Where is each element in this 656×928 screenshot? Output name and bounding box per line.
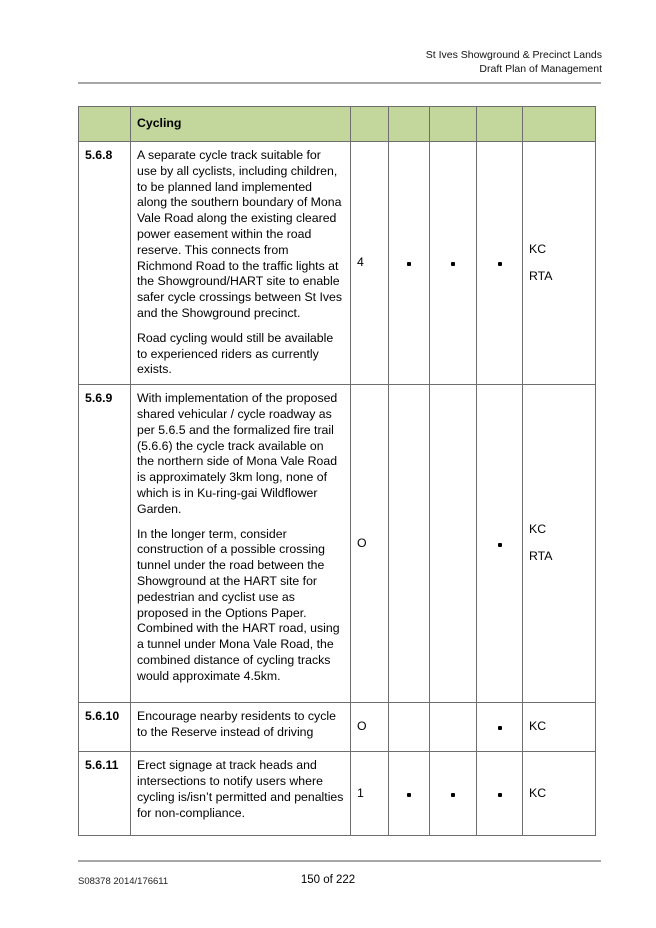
bullet-marker <box>407 262 411 266</box>
bullet-marker <box>498 726 502 730</box>
description-paragraph: Road cycling would still be available to experienced riders as currently exists. <box>137 330 334 377</box>
bullet-cell-a <box>389 752 430 836</box>
bullet-cell-a <box>389 703 430 752</box>
responsible-party: KC <box>529 785 547 800</box>
responsible-party: RTA <box>529 549 553 564</box>
description-paragraph: Erect signage at track heads and intersections to notify users where cycling is/isn’t permitted and penalties for non-compliance. <box>137 758 344 820</box>
responsible-cell <box>523 142 596 385</box>
bullet-cell-b <box>430 752 477 836</box>
action-id: 5.6.8 <box>79 142 131 385</box>
bullet-cell-c <box>477 385 523 703</box>
description-paragraph: With implementation of the proposed shared vehicular / cycle roadway as per 5.6.5 and the formalized fire trail (5.6.6) the cycle track available on the northern side of Mona Vale Road is approximately 3km long, none of which is in Ku-ring-gai Wildflower Garden. <box>137 391 338 516</box>
heading-cell-responsible <box>523 107 596 142</box>
document-reference: S08378 2014/176611 <box>78 876 169 887</box>
section-heading-row <box>79 107 596 142</box>
description-paragraph: In the longer term, consider construction of a possible crossing tunnel under the road between the Showground at the HART site for pedestrian and cyclist use as proposed in the Options Paper. Combined with the HART road, using a tunnel under Mona Vale Road, the combined distance of cycling tracks would approximate 4.5km. <box>137 526 340 683</box>
responsible-party: KC <box>529 241 547 256</box>
heading-cell-c <box>477 107 523 142</box>
responsible-party: RTA <box>529 268 553 283</box>
section-heading: Cycling <box>131 107 351 142</box>
heading-cell-priority <box>351 107 389 142</box>
table-row <box>79 385 596 703</box>
bullet-cell-c <box>477 142 523 385</box>
document-header <box>426 48 602 76</box>
footer-divider <box>78 860 601 862</box>
action-description <box>131 752 351 836</box>
description-paragraph: A separate cycle track suitable for use by all cyclists, including children, to be planned land implemented along the southern boundary of Mona Vale Road along the existing cleared power easement within the road reserve. This connects from Richmond Road to the traffic lights at the Showground/HART site to enable safer cycle crossings between St Ives and the Showground precinct. <box>137 148 343 320</box>
action-id: 5.6.10 <box>79 703 131 752</box>
bullet-cell-a <box>389 385 430 703</box>
bullet-cell-c <box>477 752 523 836</box>
priority-cell: O <box>351 703 389 752</box>
action-id: 5.6.11 <box>79 752 131 836</box>
table-row <box>79 703 596 752</box>
bullet-marker <box>451 793 455 797</box>
responsible-party: KC <box>529 522 547 537</box>
priority-cell: 1 <box>351 752 389 836</box>
bullet-cell-b <box>430 142 477 385</box>
bullet-marker <box>451 262 455 266</box>
action-id: 5.6.9 <box>79 385 131 703</box>
heading-cell-a <box>389 107 430 142</box>
management-actions-table <box>78 106 596 836</box>
heading-cell-id <box>79 107 131 142</box>
bullet-cell-b <box>430 703 477 752</box>
priority-cell: 4 <box>351 142 389 385</box>
bullet-cell-b <box>430 385 477 703</box>
action-description <box>131 385 351 703</box>
bullet-marker <box>498 543 502 547</box>
responsible-cell <box>523 752 596 836</box>
description-paragraph: Encourage nearby residents to cycle to the Reserve instead of driving <box>137 709 336 739</box>
table-row <box>79 752 596 836</box>
bullet-marker <box>407 793 411 797</box>
action-description <box>131 703 351 752</box>
header-title: St Ives Showground & Precinct Lands <box>425 49 602 61</box>
bullet-marker <box>498 262 502 266</box>
bullet-marker <box>498 793 502 797</box>
table-row <box>79 142 596 385</box>
priority-cell: O <box>351 385 389 703</box>
header-subtitle: Draft Plan of Management <box>479 63 602 75</box>
responsible-cell <box>523 385 596 703</box>
heading-cell-b <box>430 107 477 142</box>
bullet-cell-a <box>389 142 430 385</box>
action-description <box>131 142 351 385</box>
header-divider <box>78 82 601 84</box>
responsible-party: KC <box>529 719 547 734</box>
responsible-cell <box>523 703 596 752</box>
page-number: 150 of 222 <box>300 874 356 886</box>
bullet-cell-c <box>477 703 523 752</box>
